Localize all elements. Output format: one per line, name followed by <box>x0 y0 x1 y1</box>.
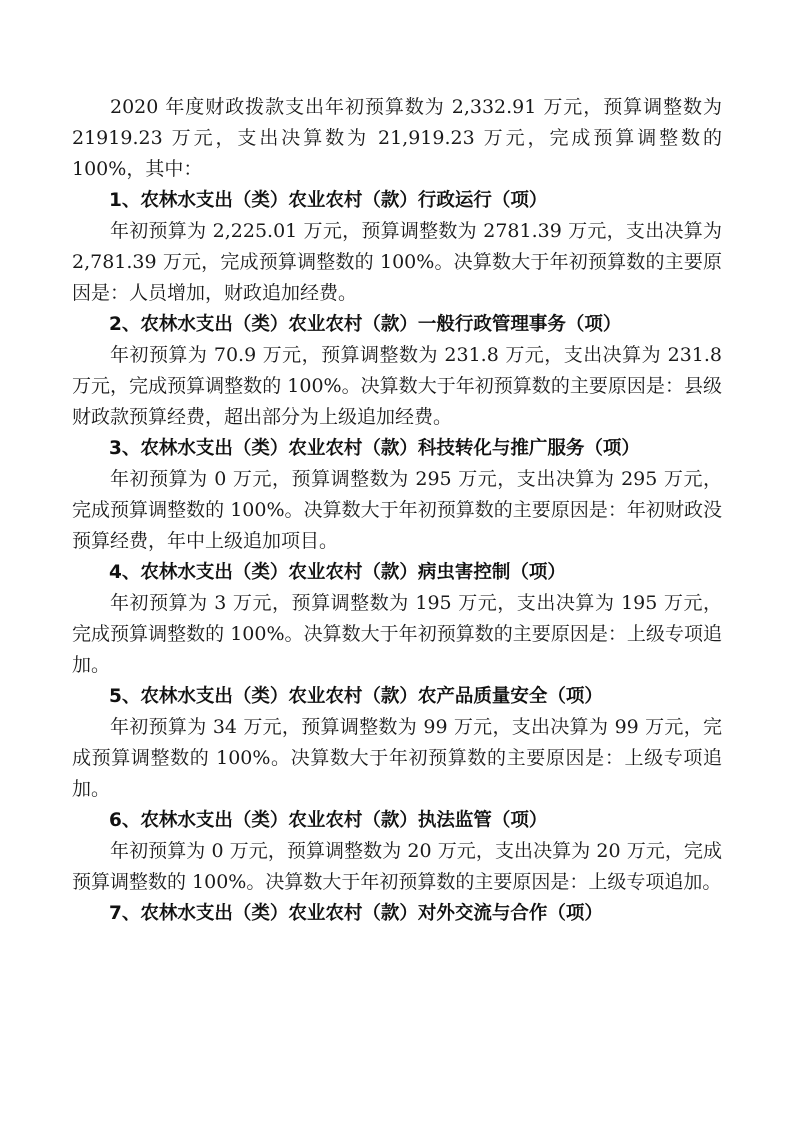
item-4-body: 年初预算为 3 万元，预算调整数为 195 万元，支出决算为 195 万元，完成预算调整数的 100%。决算数大于年初预算数的主要原因是：上级专项追加。 <box>72 592 722 676</box>
item-2-heading: 2、农林水支出（类）农业农村（款）一般行政管理事务（项） <box>109 314 622 335</box>
item-7-heading: 7、农林水支出（类）农业农村（款）对外交流与合作（项） <box>109 903 603 924</box>
item-3-heading: 3、农林水支出（类）农业农村（款）科技转化与推广服务（项） <box>109 438 640 459</box>
intro-paragraph: 2020 年度财政拨款支出年初预算数为 2,332.91 万元，预算调整数为 21919.23 万元，支出决算数为 21,919.23 万元，完成预算调整数的 100%，其中： <box>72 96 722 180</box>
document-body <box>72 92 722 929</box>
item-4-heading: 4、农林水支出（类）农业农村（款）病虫害控制（项） <box>109 562 566 583</box>
item-2-body: 年初预算为 70.9 万元，预算调整数为 231.8 万元，支出决算为 231.8 万元，完成预算调整数的 100%。决算数大于年初预算数的主要原因是：县级财政款预算经费，超出部分为上级追加经费。 <box>72 344 722 428</box>
item-5-body: 年初预算为 34 万元，预算调整数为 99 万元，支出决算为 99 万元，完成预算调整数的 100%。决算数大于年初预算数的主要原因是：上级专项追加。 <box>72 716 722 800</box>
item-3-body: 年初预算为 0 万元，预算调整数为 295 万元，支出决算为 295 万元，完成预算调整数的 100%。决算数大于年初预算数的主要原因是：年初财政没预算经费，年中上级追加项目。 <box>72 468 722 552</box>
item-1-body: 年初预算为 2,225.01 万元，预算调整数为 2781.39 万元，支出决算为 2,781.39 万元，完成预算调整数的 100%。决算数大于年初预算数的主要原因是：人员增加，财政追加经费。 <box>72 220 722 304</box>
item-6-heading: 6、农林水支出（类）农业农村（款）执法监管（项） <box>109 810 548 831</box>
item-5-heading: 5、农林水支出（类）农业农村（款）农产品质量安全（项） <box>109 686 603 707</box>
item-6-body: 年初预算为 0 万元，预算调整数为 20 万元，支出决算为 20 万元，完成预算调整数的 100%。决算数大于年初预算数的主要原因是：上级专项追加。 <box>72 840 722 893</box>
item-1-heading: 1、农林水支出（类）农业农村（款）行政运行（项） <box>109 190 548 211</box>
